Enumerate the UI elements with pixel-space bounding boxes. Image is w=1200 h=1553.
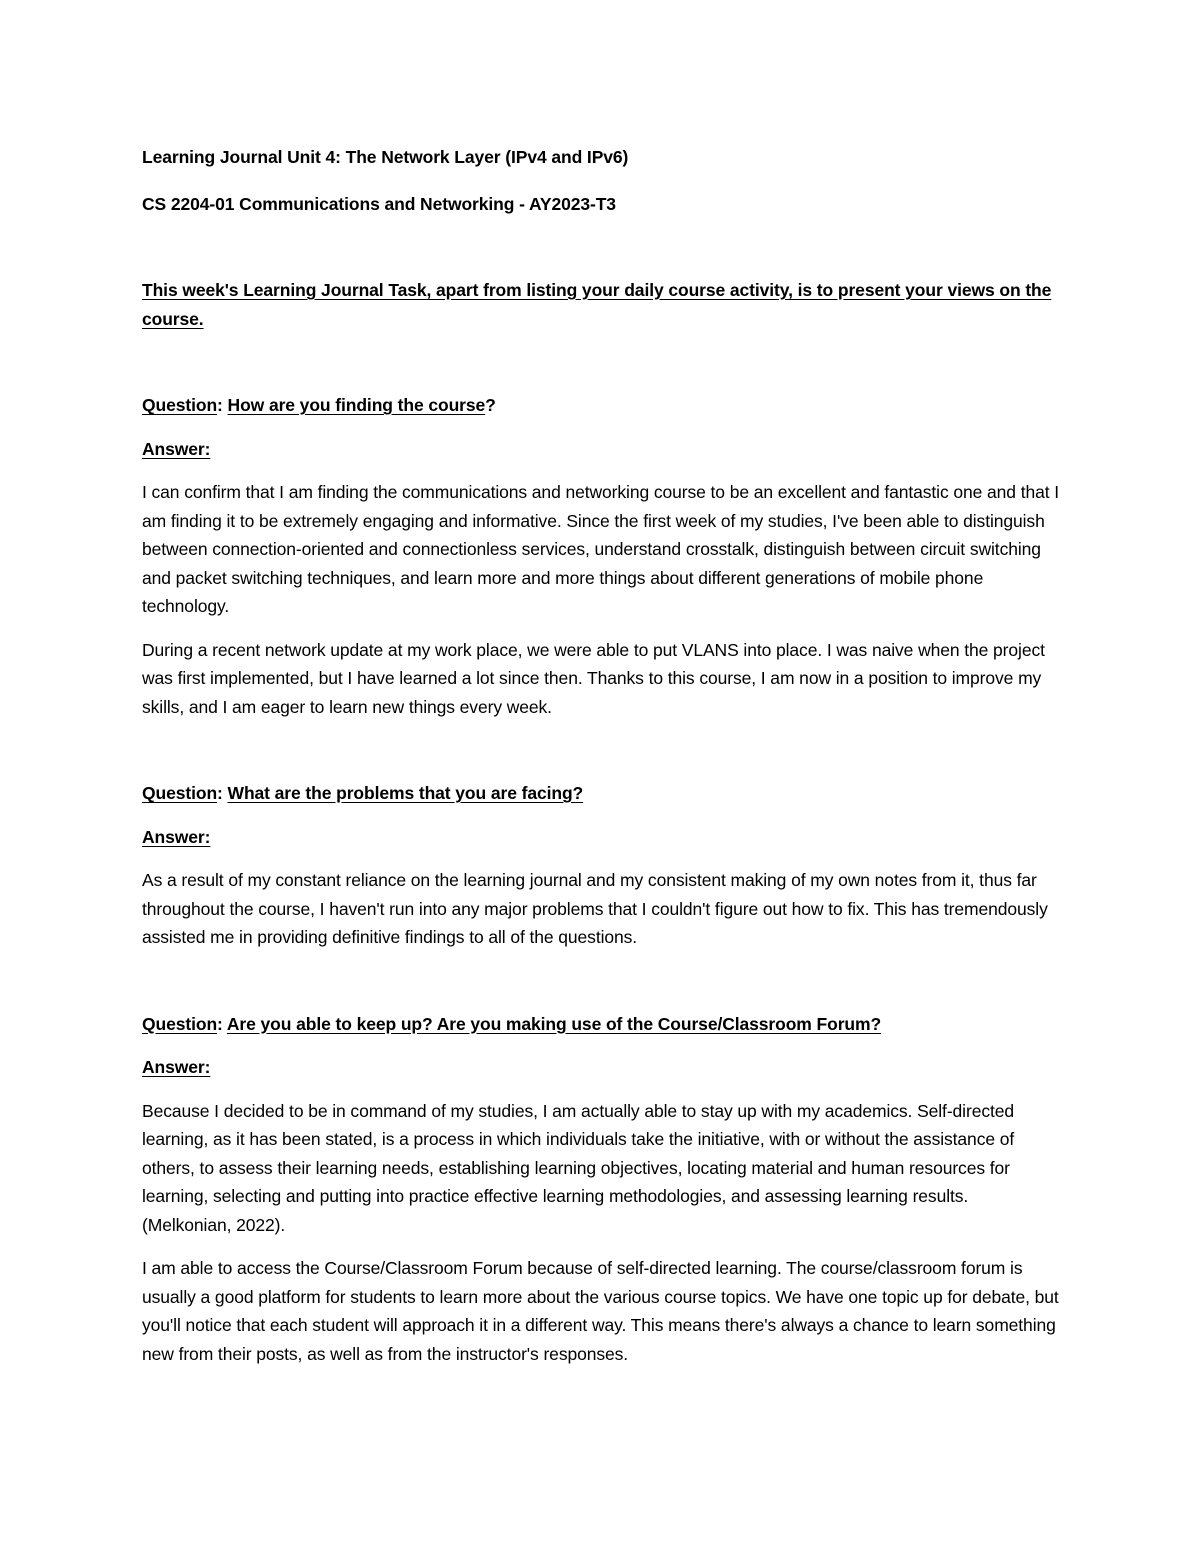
- section-3: [142, 1010, 1060, 1369]
- document-title: Learning Journal Unit 4: The Network Layer (IPv4 and IPv6): [142, 147, 629, 167]
- answer-label: Answer:: [142, 826, 211, 847]
- question-colon: :: [217, 783, 228, 803]
- answer-paragraph: During a recent network update at my work place, we were able to put VLANS into place. I was naive when the project was first implemented, but I have learned a lot since then. Thanks to this course, I am now in a position to improve my skills, and I am eager to learn new things every week.: [142, 639, 1045, 717]
- section-2: [142, 779, 1060, 952]
- question-suffix: ?: [485, 395, 496, 415]
- answer-label: Answer:: [142, 1057, 211, 1077]
- question-heading: [142, 391, 1060, 420]
- answer-paragraph: Because I decided to be in command of my studies, I am actually able to stay up with my academics. Self-directed learning, as it has been stated, is a process in which individuals take the initiative, with or without the assistance of others, to assess their learning needs, establishing learning objectives, locating material and human resources for learning, selecting and putting into practice effective learning methodologies, and assessing learning results. (Melkonian, 2022).: [142, 1100, 1015, 1235]
- answer-paragraph: As a result of my constant reliance on the learning journal and my consistent making of my own notes from it, thus far throughout the course, I haven't run into any major problems that I couldn't figure out how to fix. This has tremendously assisted me in providing definitive findings to all of the questions.: [142, 870, 1048, 947]
- question-label: Question: [142, 1013, 218, 1034]
- question-heading: [142, 1010, 1060, 1039]
- question-colon: :: [217, 1013, 227, 1034]
- task-statement: This week's Learning Journal Task, apart from listing your daily course activity, is to present your views on the course.: [142, 280, 1052, 329]
- question-label: Question: [142, 395, 218, 415]
- section-1: [142, 391, 1060, 721]
- answer-paragraph: I can confirm that I am finding the communications and networking course to be an excellent and fantastic one and that I am finding it to be extremely engaging and informative. Since the first week of my studies, I've been able to distinguish between connection-oriented and connectionless services, understand crosstalk, distinguish between circuit switching and packet switching techniques, and learn more and more things about different generations of mobile phone technology.: [142, 482, 1060, 616]
- question-label: Question: [142, 783, 218, 803]
- answer-label: Answer:: [142, 438, 211, 459]
- course-title: CS 2204-01 Communications and Networking - AY2023-T3: [142, 193, 616, 214]
- question-text: How are you finding the course: [227, 395, 486, 415]
- question-text: What are the problems that you are facing?: [227, 783, 584, 803]
- question-heading: [142, 779, 1060, 808]
- question-text: Are you able to keep up? Are you making use of the Course/Classroom Forum?: [226, 1013, 882, 1034]
- answer-paragraph: I am able to access the Course/Classroom Forum because of self-directed learning. The course/classroom forum is usually a good platform for students to learn more about the various course topics. We have one topic up for debate, but you'll notice that each student will approach it in a different way. This means there's always a chance to learn something new from their posts, as well as from the instructor's responses.: [142, 1258, 1059, 1364]
- question-colon: :: [217, 395, 228, 415]
